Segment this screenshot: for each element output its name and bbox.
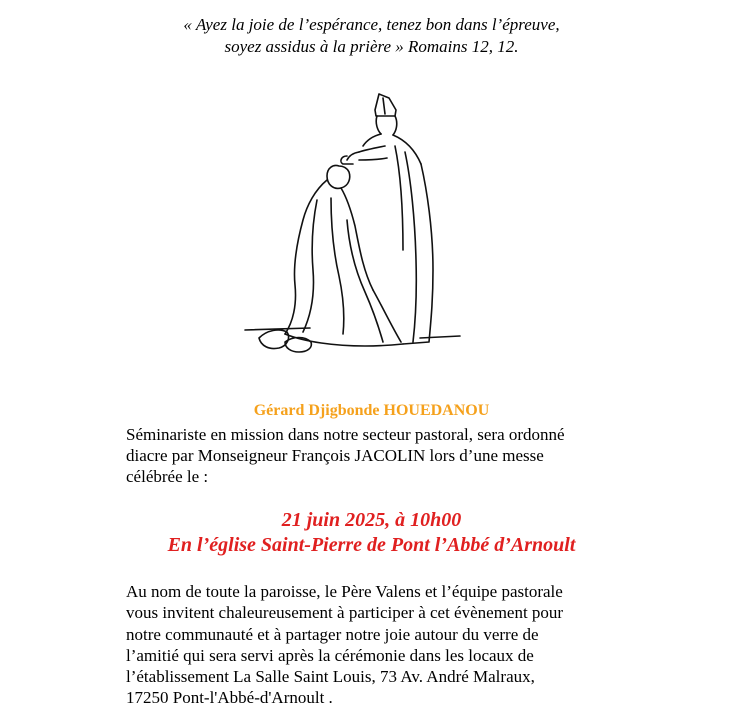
- invitation-line-4: l’amitié qui sera servi après la cérémonie dans les locaux de: [126, 645, 534, 665]
- announcement-line-1: Séminariste en mission dans notre secteur pastoral, sera ordonné: [126, 425, 565, 444]
- bible-quote: [0, 14, 743, 58]
- invitation-paragraph: [126, 581, 614, 709]
- quote-line-1: « Ayez la joie de l’espérance, tenez bon dans l’épreuve,: [183, 15, 560, 34]
- candidate-name: Gérard Djigbonde HOUEDANOU: [253, 402, 490, 419]
- invitation-line-1: Au nom de toute la paroisse, le Père Valens et l’équipe pastorale: [126, 582, 563, 601]
- quote-line-2: soyez assidus à la prière » Romains 12, 12.: [224, 37, 519, 56]
- announcement-line-3: célébrée le :: [126, 467, 209, 486]
- invitation-line-3: notre communauté et à partager notre joie autour du verre de: [126, 624, 539, 644]
- invitation-line-2: vous invitent chaleureusement à participer à cet évènement pour: [126, 603, 564, 623]
- invitation-line-5: l’établissement La Salle Saint Louis, 73 Av. André Malraux,: [126, 667, 535, 687]
- event-details: [0, 508, 743, 558]
- announcement-paragraph: [126, 424, 614, 487]
- announcement-line-2: diacre par Monseigneur François JACOLIN lors d’une messe: [126, 446, 544, 465]
- event-date: 21 juin 2025, à 10h00: [281, 509, 462, 531]
- ordination-illustration: [235, 80, 470, 385]
- event-place: En l’église Saint-Pierre de Pont l’Abbé d’Arnoult: [167, 534, 576, 556]
- invitation-line-6: 17250 Pont-l'Abbé-d'Arnoult .: [126, 688, 333, 708]
